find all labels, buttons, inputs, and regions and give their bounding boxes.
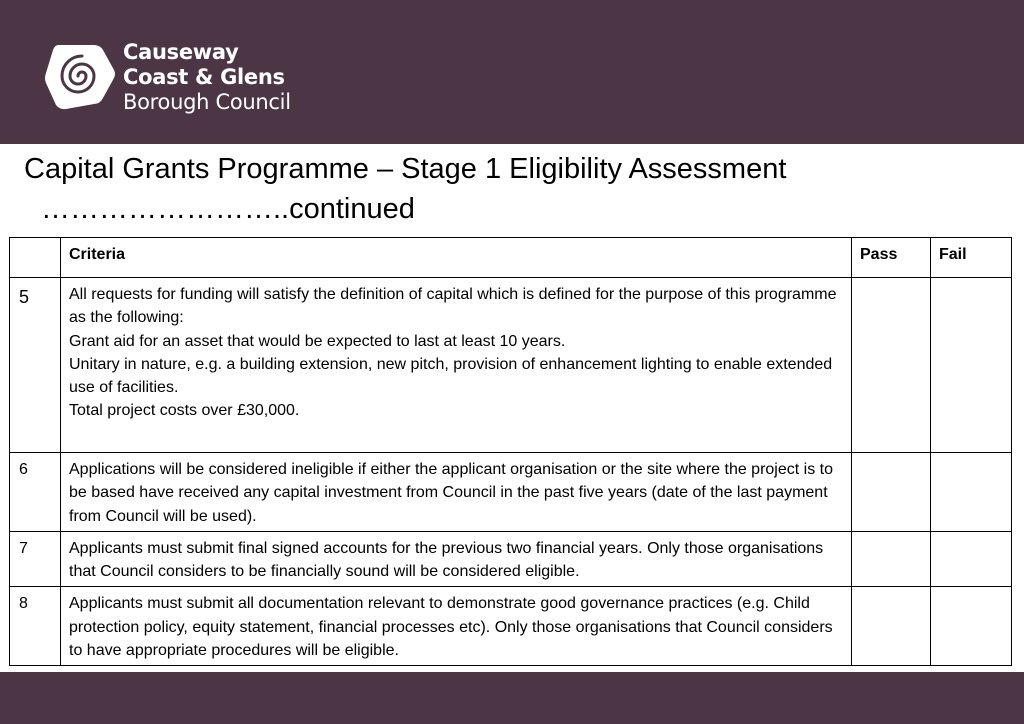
pass-cell[interactable]	[852, 453, 931, 532]
table-row	[10, 278, 1012, 453]
criteria-text: Applicants must submit final signed accounts for the previous two financial years. Only those organisations that Council considers to be financially sound will be considered eligible.	[69, 539, 824, 581]
title-line-2: ……………………..continued	[41, 193, 415, 225]
table-row	[10, 453, 1012, 532]
header-num	[10, 238, 61, 278]
fail-cell[interactable]	[931, 531, 1012, 587]
pass-cell[interactable]	[852, 531, 931, 587]
criteria-text: Applications will be considered ineligible if either the applicant organisation or the site where the project is to be based have received any capital investment from Council in the past five years (date of the last payment from Council will be used).	[69, 461, 833, 525]
fail-cell[interactable]	[931, 453, 1012, 532]
fail-cell[interactable]	[931, 278, 1012, 453]
criteria-text: Grant aid for an asset that would be expected to last at least 10 years.	[69, 332, 566, 350]
header-criteria: Criteria	[61, 238, 852, 278]
header-fail: Fail	[931, 238, 1012, 278]
table-row	[10, 531, 1012, 587]
row-number: 8	[10, 587, 61, 666]
logo-line-2: Coast & Glens	[123, 65, 285, 89]
criteria-text: Applicants must submit all documentation relevant to demonstrate good governance practices (e.g. Child protection policy, equity statement, financial processes etc). Only those organisations that Council considers to have appropriate procedures will be eligible.	[69, 595, 833, 660]
table-row	[10, 587, 1012, 666]
row-number: 6	[10, 453, 61, 532]
criteria-cell	[61, 278, 852, 453]
pass-cell[interactable]	[852, 587, 931, 666]
page-title	[24, 149, 984, 229]
spiral-logo-icon	[44, 43, 116, 111]
criteria-cell	[61, 531, 852, 587]
criteria-text: All requests for funding will satisfy the definition of capital which is defined for the purpose of this programme as the following:	[69, 286, 837, 327]
footer-banner	[0, 672, 1024, 724]
header-banner	[0, 0, 1024, 144]
fail-cell[interactable]	[931, 587, 1012, 666]
header-pass: Pass	[852, 238, 931, 278]
table-header-row	[10, 238, 1012, 278]
pass-cell[interactable]	[852, 278, 931, 453]
eligibility-table	[9, 237, 1012, 666]
title-line-1: Capital Grants Programme – Stage 1 Eligibility Assessment	[24, 153, 787, 185]
row-number: 7	[10, 531, 61, 587]
criteria-cell	[61, 587, 852, 666]
row-number: 5	[10, 278, 61, 453]
logo-line-1: Causeway	[123, 40, 239, 64]
criteria-text: Total project costs over £30,000.	[69, 402, 300, 420]
council-logo-text	[123, 40, 291, 115]
criteria-cell	[61, 453, 852, 532]
logo-line-3: Borough Council	[123, 90, 291, 114]
criteria-text: Unitary in nature, e.g. a building extension, new pitch, provision of enhancement lighting to enable extended use of facilities.	[69, 355, 833, 397]
